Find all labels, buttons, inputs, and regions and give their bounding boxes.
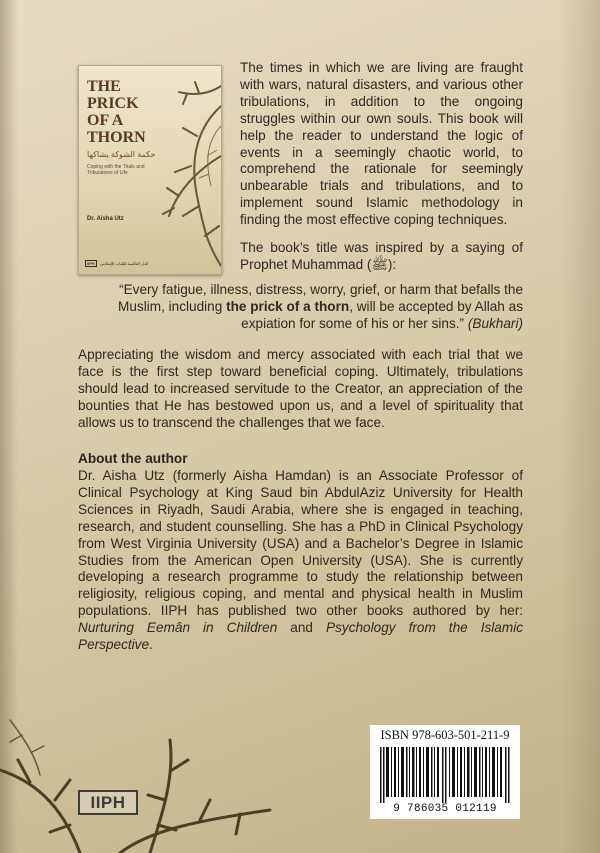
blurb-paragraph-3: Appreciating the wisdom and mercy associated with each trial that we face is the first step toward beneficial coping. Ultimately, tribulations should lead to increased servitude to the Creator, an appreciation of the bounties that He has bestowed upon us, and a level of spirituality that allows us to transcend the challenges that we face. — [78, 347, 523, 430]
blurb-paragraph-1: The times in which we are living are fraught with wars, natural disasters, and various other tribulations, in addition to the ongoing struggles within our own souls. This book will help the reader to understand the logic of events in a seemingly chaotic world, to comprehend the rationale for seemingly unbearable trials and tribulations, and to implement sound Islamic methodology in finding the most effective coping techniques. — [240, 60, 523, 228]
isbn-barcode — [370, 725, 520, 819]
cover-title-line: THORN — [87, 129, 146, 146]
hadith-quote — [78, 282, 523, 333]
about-text: . — [149, 637, 153, 653]
about-text: and — [277, 620, 327, 636]
about-text: Dr. Aisha Utz (formerly Aisha Hamdan) is an Associate Professor of Clinical Psychology at King Saud bin AbdulAziz University for Health Sciences in Riyadh, Saudi Arabia, where she is engaged in teaching, research, and student counselling. She has a PhD in Clinical Psychology from West Virginia University (USA) and a Bachelor’s Degree in Islamic Studies from the American Open University (USA). She is currently developing a research programme to study the relationship between religiosity, religious coping, and mental and physical health in Muslim populations. IIPH has published two other books authored by her: — [78, 468, 523, 619]
cover-publisher — [85, 260, 215, 267]
cover-title-line: PRICK — [87, 95, 139, 112]
cover-title-line: OF A — [87, 112, 124, 129]
cover-author: Dr. Aisha Utz — [87, 216, 124, 222]
book-title: Psychology from the Islamic Perspective — [78, 620, 524, 653]
publisher-logo: IIPH — [78, 790, 138, 815]
quote-text: “Every fatigue, illness, distress, worry, grief, or harm that befalls the Muslim, including — [118, 282, 523, 314]
book-title: Nurturing Eemân in Children — [78, 620, 278, 636]
cover-thumbnail — [78, 65, 222, 275]
cover-title — [87, 78, 187, 146]
cover-publisher-logo: IIPH — [87, 261, 95, 266]
page-edge — [560, 0, 600, 853]
cover-title-line: THE — [87, 78, 121, 95]
isbn-digits: 9 786035 012119 — [393, 803, 497, 815]
isbn-label: ISBN 978-603-501-211-9 — [380, 728, 510, 742]
quote-source: (Bukhari) — [467, 315, 523, 331]
about-author-heading: About the author — [78, 451, 188, 466]
blurb-paragraph-2: The book’s title was inspired by a saying of Prophet Muhammad (ﷺ): — [240, 240, 523, 272]
about-author-paragraph — [78, 468, 523, 654]
quote-emphasis: the prick of a thorn — [226, 298, 350, 314]
cover-publisher-arabic: الدار العالمية للكتاب الإسلامي — [99, 261, 149, 266]
cover-arabic-title: حكمة الشوكة يشاكها — [87, 150, 156, 159]
quote-text: , will be accepted by Allah as expiation for some of his or her sins.” — [241, 298, 523, 331]
barcode-bars — [380, 747, 510, 803]
cover-subtitle: Coping with the Trials and Tribulations of Life — [87, 164, 145, 176]
thorn-branches-decoration — [0, 700, 330, 853]
